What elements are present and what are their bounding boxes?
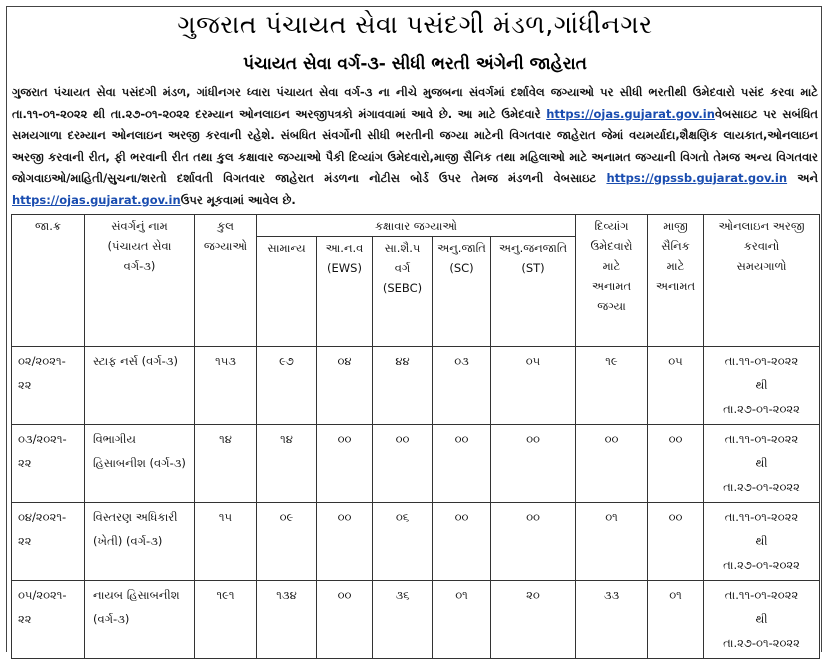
- cell-general: ૧૩૪: [257, 581, 317, 659]
- cell-sc: ૦૦: [433, 503, 491, 581]
- vacancy-table: [11, 214, 820, 659]
- header-period-text: ઓનલાઇન અરજી કરવાનો સમયગાળો: [718, 219, 805, 273]
- header-total: [195, 215, 257, 347]
- intro-text-2: વેબસાઇટ પર સબંધિત સમયગાળા દરમ્યાન ઓનલાઇન અરજી કરવાની રહેશે. સંબધિત સંવર્ગોની સીધી ભરતીની જગ્યા માટેની વિગતવાર જાહેરાત જેમાં વયમર્યાદા,શૈક્ષણિક લાયકાત,ઓનલાઇન અરજી કરવાની રીત, ફી ભરવાની રીત તથા કુલ કક્ષાવાર જગ્યાઓ પૈકી દિવ્યાંગ ઉમેદવારો,માજી સૈનિક તથા મહિલાઓ માટે અનામત જગ્યાની વિગતો તેમજ અન્ય વિગતવાર જોગવાઇઓ/માહિતી/સુચના/શરતો દર્શાવતી વિગતવાર જાહેરાત મંડળના નોટીસ બોર્ડ ઉપર તેમજ મંડળની વેબસાઇટ: [12, 106, 818, 185]
- header-sr-text: જા.ક્ર: [35, 219, 61, 233]
- cell-sr: ૦૪/૨૦૨૧- ૨૨: [12, 503, 85, 581]
- cell-total: ૧૯૧: [195, 581, 257, 659]
- cell-cadre: સ્ટાફ નર્સ (વર્ગ-૩): [85, 347, 195, 425]
- cell-period: તા.૧૧-૦૧-૨૦૨૨ થી તા.૨૭-૦૧-૨૦૨૨: [704, 425, 820, 503]
- cell-general: ૧૪: [257, 425, 317, 503]
- cell-sebc: ૩૬: [373, 581, 433, 659]
- header-sebc: [373, 237, 433, 347]
- cell-cadre: વિસ્તરણ અધિકારી (ખેતી) (વર્ગ-૩): [85, 503, 195, 581]
- header-divyang-text: દિવ્યાંગ ઉમેદવારો માટે અનામત જગ્યા: [590, 219, 633, 313]
- header-sebc-text: સા.શૈ.પ વર્ગ (SEBC): [382, 241, 423, 295]
- cell-period: તા.૧૧-૦૧-૨૦૨૨ થી તા.૨૭-૦૧-૨૦૨૨: [704, 503, 820, 581]
- cell-sr: ૦૩/૨૦૨૧- ૨૨: [12, 425, 85, 503]
- cell-sebc: ૪૪: [373, 347, 433, 425]
- header-period: [704, 215, 820, 347]
- cell-cadre: નાયબ હિસાબનીશ (વર્ગ-૩): [85, 581, 195, 659]
- header-total-text: કુલ જગ્યાઓ: [203, 219, 248, 253]
- cell-ews: ૦૪: [317, 347, 373, 425]
- cell-st: ૦૦: [491, 425, 576, 503]
- cell-exservice: ૦૫: [648, 347, 704, 425]
- cell-st: ૨૦: [491, 581, 576, 659]
- header-sc-text: અનુ.જાતિ (SC): [437, 241, 486, 275]
- header-general-text: સામાન્ય: [267, 241, 306, 255]
- cell-divyang: ૩૩: [576, 581, 648, 659]
- header-st: [491, 237, 576, 347]
- table-row: [12, 347, 820, 425]
- cell-total: ૧૫: [195, 503, 257, 581]
- cell-divyang: ૦૧: [576, 503, 648, 581]
- cell-sr: ૦૫/૨૦૨૧- ૨૨: [12, 581, 85, 659]
- header-divyang: [576, 215, 648, 347]
- intro-text-3: અને: [797, 171, 819, 185]
- cell-exservice: ૦૦: [648, 503, 704, 581]
- cell-general: ૯૭: [257, 347, 317, 425]
- header-category-group: [257, 215, 576, 237]
- gpssb-link[interactable]: https://gpssb.gujarat.gov.in: [606, 171, 788, 185]
- header-exservice: [648, 215, 704, 347]
- cell-general: ૦૯: [257, 503, 317, 581]
- header-cadre-text: સંવર્ગનું નામ (પંચાયત સેવા વર્ગ-૩): [107, 219, 172, 273]
- table-row: [12, 581, 820, 659]
- page-subtitle: પંચાયત સેવા વર્ગ-૩- સીધી ભરતી અંગેની જાહેરાત: [243, 54, 587, 74]
- header-st-text: અનુ.જનજાતિ (ST): [498, 241, 568, 275]
- header-sc: [433, 237, 491, 347]
- cell-period: તા.૧૧-૦૧-૨૦૨૨ થી તા.૨૭-૦૧-૨૦૨૨: [704, 347, 820, 425]
- header-ews-text: આ.ન.વ (EWS): [325, 241, 364, 275]
- table-row: [12, 425, 820, 503]
- table-body: [12, 347, 820, 659]
- cell-divyang: ૦૦: [576, 425, 648, 503]
- cell-sr: ૦૨/૨૦૨૧- ૨૨: [12, 347, 85, 425]
- header-category-group-text: કક્ષાવાર જગ્યાઓ: [374, 219, 458, 233]
- cell-sebc: ૦૦: [373, 425, 433, 503]
- intro-text-1: ગુજરાત પંચાયત સેવા પસંદગી મંડળ, ગાંધીનગર ધ્વારા પંચાયત સેવા વર્ગ-૩ ના નીચે મુજબના સંવર્ગમાં દર્શાવેલ જગ્યાઓ પર સીધી ભરતીથી ઉમેદવારો પસંદ કરવા માટે તા.૧૧-૦૧-૨૦૨૨ થી તા.૨૭-૦૧-૨૦૨૨ દરમ્યાન ઓનલાઇન અરજીપત્રકો મંગાવવામાં આવે છે. આ માટે ઉમેદવારે: [12, 85, 818, 121]
- cell-sc: ૦૦: [433, 425, 491, 503]
- cell-ews: ૦૦: [317, 581, 373, 659]
- cell-total: ૧૫૩: [195, 347, 257, 425]
- cell-divyang: ૧૯: [576, 347, 648, 425]
- cell-exservice: ૦૦: [648, 425, 704, 503]
- header-general: [257, 237, 317, 347]
- intro-text-4: ઉપર મૂકવામાં આવેલ છે.: [180, 192, 296, 207]
- header-sr: [12, 215, 85, 347]
- ojas-link[interactable]: https://ojas.gujarat.gov.in: [546, 106, 715, 121]
- cell-sc: ૦૩: [433, 347, 491, 425]
- cell-sc: ૦૧: [433, 581, 491, 659]
- cell-cadre: વિભાગીય હિસાબનીશ (વર્ગ-૩): [85, 425, 195, 503]
- cell-st: ૦૦: [491, 503, 576, 581]
- page-title: ગુજરાત પંચાયત સેવા પસંદગી મંડળ,ગાંધીનગર: [177, 10, 653, 39]
- ojas-link-2[interactable]: https://ojas.gujarat.gov.in: [12, 192, 181, 207]
- cell-ews: ૦૦: [317, 425, 373, 503]
- cell-ews: ૦૦: [317, 503, 373, 581]
- header-cadre: [85, 215, 195, 347]
- cell-total: ૧૪: [195, 425, 257, 503]
- cell-st: ૦૫: [491, 347, 576, 425]
- cell-exservice: ૦૧: [648, 581, 704, 659]
- intro-paragraph: [12, 82, 818, 211]
- cell-sebc: ૦૬: [373, 503, 433, 581]
- header-exservice-text: માજી સૈનિક માટે અનામત: [655, 219, 696, 293]
- cell-period: તા.૧૧-૦૧-૨૦૨૨ થી તા.૨૭-૦૧-૨૦૨૨: [704, 581, 820, 659]
- header-ews: [317, 237, 373, 347]
- table-row: [12, 503, 820, 581]
